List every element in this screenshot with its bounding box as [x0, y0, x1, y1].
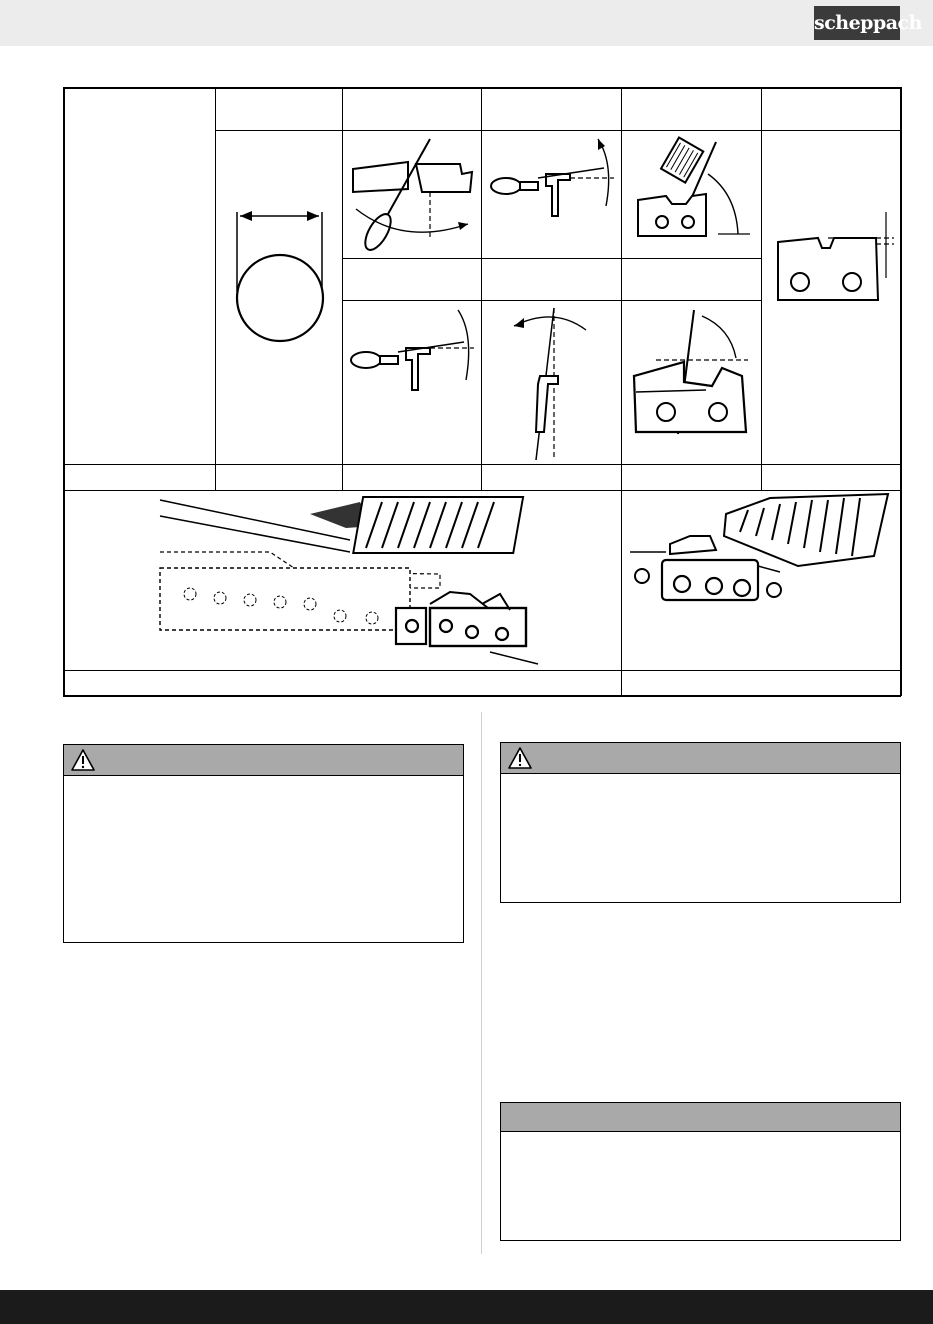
warning-header-left: [64, 745, 463, 776]
file-angle-side-figure: [486, 134, 616, 256]
brand-logo: scheppach: [814, 6, 900, 40]
warning-header-right: [501, 743, 900, 774]
file-angle-lower-figure: [346, 304, 476, 414]
warning-triangle-icon: [70, 748, 96, 772]
chain-depth-gauge-figure: [150, 492, 540, 668]
column-divider: [481, 712, 482, 1254]
note-header: [501, 1103, 900, 1132]
note-box: [500, 1102, 901, 1241]
file-diameter-figure: [222, 200, 334, 350]
footer-bar: [0, 1290, 933, 1324]
depth-gauge-height-figure: [768, 200, 896, 312]
warning-triangle-icon: [507, 746, 533, 770]
file-angle-top-figure: [348, 134, 478, 256]
warning-box-right: [500, 742, 901, 903]
depth-gauge-tool-figure: [626, 134, 756, 256]
cutter-angle-figure: [626, 304, 756, 438]
top-bar: [0, 0, 933, 46]
chain-file-plate-figure: [630, 492, 896, 622]
warning-box-left: [63, 744, 464, 943]
vertical-angle-figure: [486, 304, 616, 460]
